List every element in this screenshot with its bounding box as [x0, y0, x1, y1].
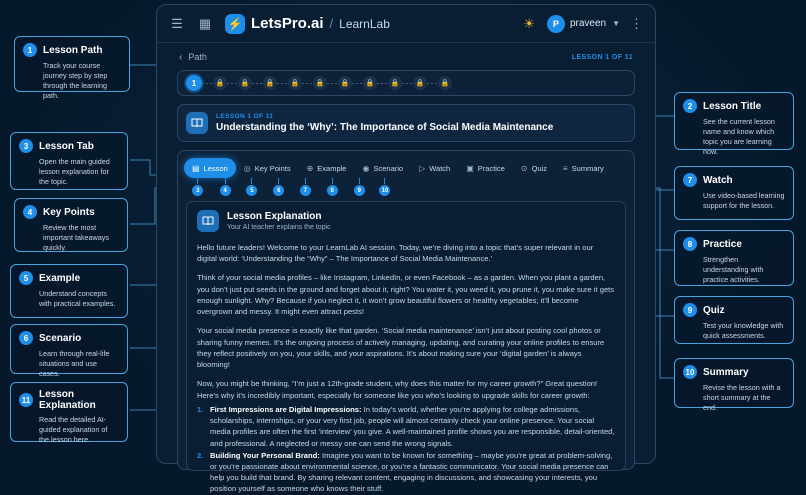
- tab-label: Practice: [477, 163, 505, 173]
- tab-label: Key Points: [254, 163, 291, 173]
- path-connector: [277, 83, 288, 84]
- tab-marker: 7: [300, 185, 311, 196]
- logo-text: LetsPro.ai: [251, 15, 324, 32]
- lock-icon[interactable]: 🔒: [263, 76, 277, 90]
- theme-toggle-sun-icon[interactable]: ☀: [523, 15, 535, 31]
- tab-watch[interactable]: [411, 158, 458, 178]
- explanation-title: Lesson Explanation: [227, 211, 322, 222]
- clipboard-icon: ▣: [466, 163, 474, 173]
- tab-label: Watch: [429, 163, 451, 173]
- lock-icon[interactable]: 🔒: [213, 76, 227, 90]
- callout-lesson-tab: 3 Lesson Tab Open the main guided lesson explanation for the topic.: [10, 132, 128, 190]
- path-connector: [402, 83, 413, 84]
- play-icon: ▷: [419, 163, 426, 173]
- callout-example: 5 Example Understand concepts with practical examples.: [10, 264, 128, 318]
- tab-label: Quiz: [531, 163, 547, 173]
- callout-lesson-path: 1 Lesson Path Track your course journey step by step through the learning path.: [14, 36, 130, 92]
- lesson-explanation: [186, 201, 626, 494]
- explanation-paragraph: Think of your social media profiles – like Instagram, LinkedIn, or even Facebook – as a garden. When you plant a garden, you don’t just put seeds in the ground and forget about it, right? You water it, you weed it, you prune it, you make sure it gets enough sunlight. Why? Because if you neglect it, it won’t grow beautiful flowers or healthy vegetables; it’ll become overgrown and messy. It might even attract pests!: [197, 273, 615, 317]
- tab-label: Example: [317, 163, 347, 173]
- callout-summary: 10 Summary Revise the lesson with a short summary at the end.: [674, 358, 794, 408]
- lesson-title-card: [177, 104, 635, 142]
- back-chevron-icon[interactable]: ‹: [179, 51, 183, 63]
- path-step-current[interactable]: 1: [186, 75, 202, 91]
- tab-marker: 3: [192, 185, 203, 196]
- lock-icon[interactable]: 🔒: [413, 76, 427, 90]
- top-bar: [157, 5, 655, 43]
- path-row: [157, 46, 655, 68]
- lesson-content-panel: [177, 150, 635, 494]
- summary-icon: ≡: [563, 163, 568, 173]
- lesson-counter: LESSON 1 OF 11: [571, 53, 633, 61]
- tab-lesson[interactable]: [184, 158, 236, 178]
- tab-marker: 5: [246, 185, 257, 196]
- book-icon: ▤: [192, 163, 200, 173]
- path-connector: [302, 83, 313, 84]
- apps-grid-icon[interactable]: ▦: [198, 15, 212, 31]
- book-icon: [186, 112, 208, 134]
- path-label[interactable]: Path: [188, 52, 207, 62]
- callout-lesson-explanation: 11 Lesson Explanation Read the detailed AI-guided explanation of the lesson here.: [10, 382, 128, 442]
- callout-watch: 7 Watch Use video-based learning support for the lesson.: [674, 166, 794, 220]
- target-icon: ◉: [362, 163, 370, 173]
- lock-icon[interactable]: 🔒: [363, 76, 377, 90]
- logo[interactable]: [225, 14, 324, 34]
- explanation-paragraph: Hello future leaders! Welcome to your LearnLab AI session. Today, we’re diving into a topic that’s super relevant in our digital world: ‘Understanding the “Why” – The Importance of Social Media Maintenance.’: [197, 243, 594, 264]
- callout-scenario: 6 Scenario Learn through real-life situations and use cases.: [10, 324, 128, 374]
- list-item: 2. Building Your Personal Brand: Imagine you want to be known for something – maybe you’re great at problem-solving, or you’re passionate about environmental science, or you’re a fantastic communicator. Your social media presence can help you build that brand. By sharing relevant content, engaging in discussions, and showcasing your interests, you position yourself as someone who knows their stuff.: [197, 450, 613, 494]
- explanation-paragraph: Now, you might be thinking, “I’m just a 12th-grade student, why does this matter for my career growth?” Great question! Here’s why it’s incredibly important, especially for someone like you who’s looking to upgrade skills for career growth:: [197, 379, 598, 400]
- lock-icon[interactable]: 🔒: [313, 76, 327, 90]
- avatar[interactable]: P: [547, 15, 565, 33]
- lesson-tabs: [184, 157, 628, 179]
- list-item: 1. First Impressions are Digital Impressions: In today’s world, whether you’re applying for college admissions, scholarships, internships, or your very first job, people will almost certainly check your online presence. Your social media profiles are often the first ‘interview’ you give. A well-maintained profile shows you are responsible, detail-oriented, and professional. A neglected or messy one can send the wrong signals.: [197, 404, 615, 448]
- lock-icon[interactable]: 🔒: [388, 76, 402, 90]
- explanation-list: [197, 404, 615, 495]
- tab-example[interactable]: [299, 158, 355, 178]
- lightbulb-icon: ◎: [243, 163, 251, 173]
- callout-quiz: 9 Quiz Test your knowledge with quick assessments.: [674, 296, 794, 344]
- more-options-icon[interactable]: ⋮: [630, 15, 643, 31]
- tab-marker: 9: [354, 185, 365, 196]
- breadcrumb-section[interactable]: LearnLab: [339, 16, 390, 31]
- tab-label: Scenario: [373, 163, 404, 173]
- tab-marker: 10: [379, 185, 390, 196]
- tab-practice[interactable]: [458, 158, 513, 178]
- app-window: [156, 4, 656, 494]
- tab-marker: 8: [327, 185, 338, 196]
- explanation-subtitle: Your AI teacher explains the topic: [227, 224, 331, 231]
- book-icon: [197, 210, 219, 232]
- tab-summary[interactable]: [555, 158, 612, 178]
- breadcrumb-separator: /: [329, 16, 334, 31]
- tab-marker: 4: [220, 185, 231, 196]
- lesson-kicker: LESSON 1 OF 11: [216, 113, 274, 120]
- path-connector: [427, 83, 438, 84]
- callout-key-points: 4 Key Points Review the most important takeaways quickly.: [14, 198, 128, 252]
- lock-icon[interactable]: 🔒: [338, 76, 352, 90]
- lesson-path-progress: [177, 70, 635, 96]
- menu-icon[interactable]: ☰: [171, 15, 183, 31]
- path-connector: [377, 83, 388, 84]
- user-name[interactable]: praveen: [569, 18, 607, 29]
- lightning-icon: ⚡: [225, 14, 245, 34]
- lesson-title: Understanding the ‘Why’: The Importance of Social Media Maintenance: [216, 122, 554, 133]
- path-connector: [252, 83, 263, 84]
- explanation-paragraph: Your social media presence is exactly like that garden. ‘Social media maintenance’ isn’t just about posting cool photos or sharing funny memes. It’s the ongoing process of actively managing, updating, and curating your online profiles to ensure they reflect positively on you, your skills, and your aspirations. It’s about making sure your ‘digital garden’ is always blooming!: [197, 326, 605, 370]
- path-connector: [202, 83, 213, 84]
- lock-icon[interactable]: 🔒: [238, 76, 252, 90]
- callout-practice: 8 Practice Strengthen understanding with practice activities.: [674, 230, 794, 286]
- lock-icon[interactable]: 🔒: [438, 76, 452, 90]
- globe-icon: ⊕: [306, 163, 314, 173]
- tab-markers: [184, 179, 628, 201]
- callout-lesson-title: 2 Lesson Title See the current lesson name and know which topic you are learning now.: [674, 92, 794, 150]
- quiz-icon: ⊙: [520, 163, 528, 173]
- tab-quiz[interactable]: [513, 158, 555, 178]
- tab-label: Summary: [571, 163, 604, 173]
- tab-scenario[interactable]: [354, 158, 411, 178]
- tab-key-points[interactable]: [236, 158, 299, 178]
- path-connector: [352, 83, 363, 84]
- tab-marker: 6: [273, 185, 284, 196]
- lock-icon[interactable]: 🔒: [288, 76, 302, 90]
- chevron-down-icon[interactable]: ▼: [612, 19, 620, 28]
- tab-label: Lesson: [203, 163, 228, 173]
- path-connector: [327, 83, 338, 84]
- path-connector: [227, 83, 238, 84]
